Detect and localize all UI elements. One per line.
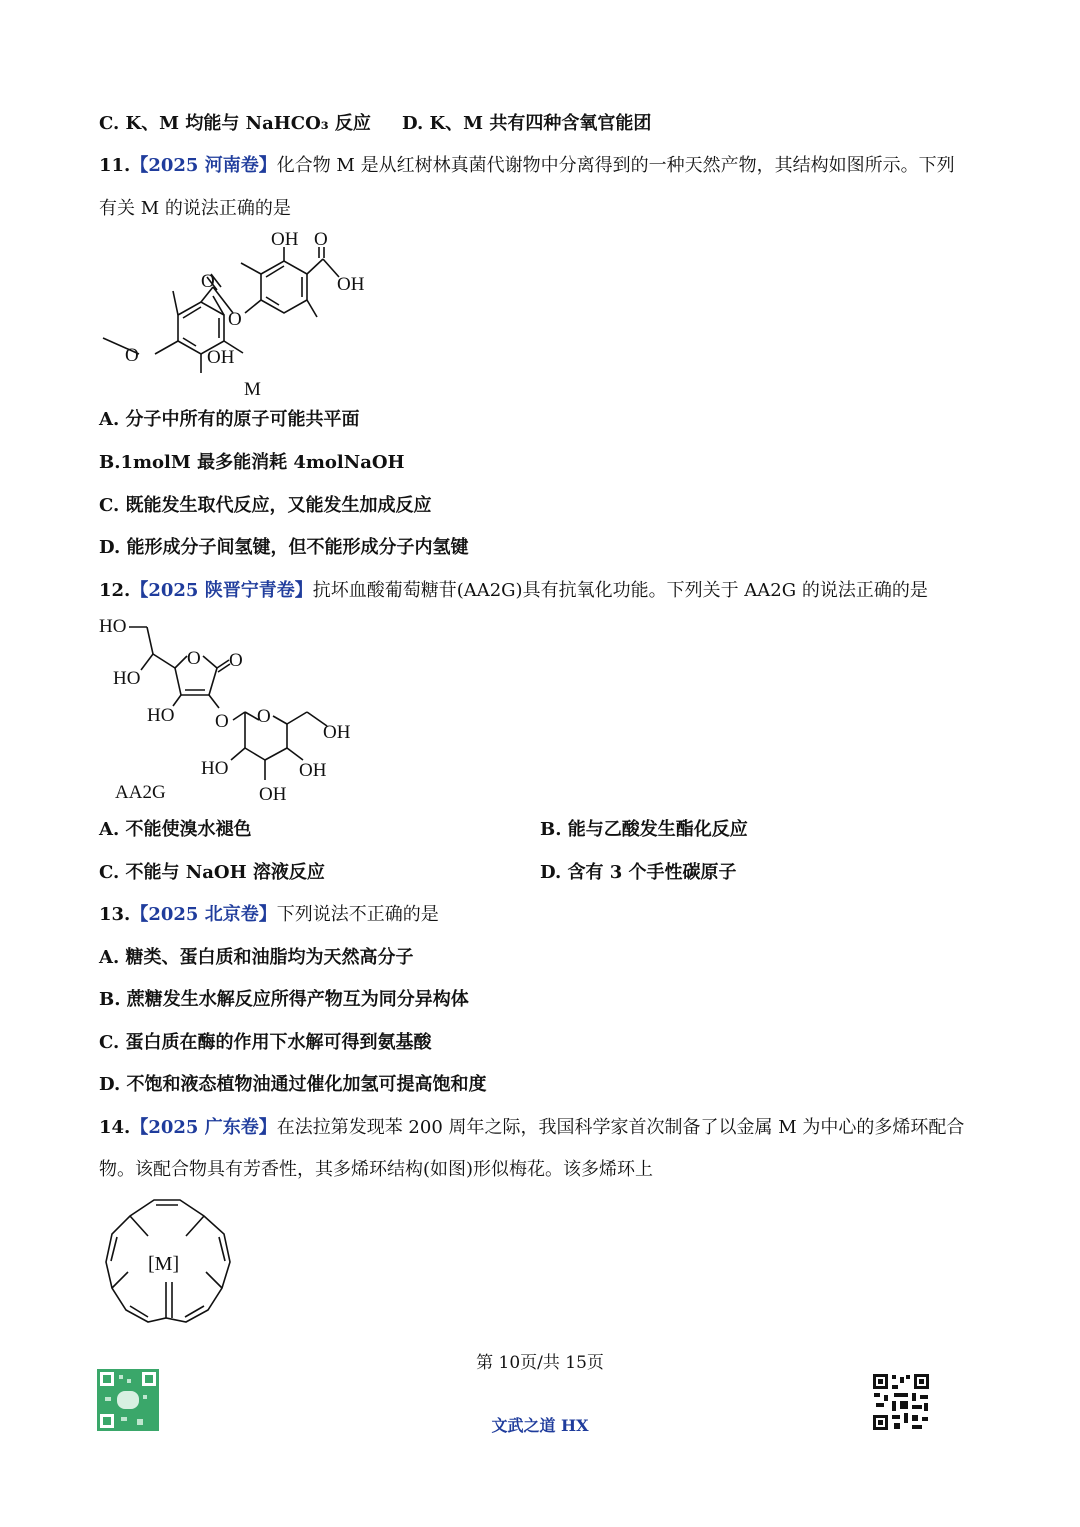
brand-name: 文武之道 HX <box>491 1416 589 1435</box>
q12-stem <box>99 579 928 603</box>
prev-option-c: C. K、M 均能与 NaHCO₃ 反应 <box>99 113 371 134</box>
q11-o-ester-carbonyl: O <box>201 271 215 292</box>
prev-option-d: D. K、M 共有四种含氧官能团 <box>402 113 652 134</box>
q12-ho-top: HO <box>99 616 127 637</box>
q11-oh-acid: OH <box>337 274 365 295</box>
page-number: 第 10页/共 15页 <box>476 1353 604 1373</box>
q11-right-ring <box>261 261 307 313</box>
qr-code-left-icon <box>97 1369 159 1431</box>
q14-number: 14. <box>99 1117 131 1138</box>
q11-number: 11. <box>99 155 131 176</box>
qr-code-right-icon <box>872 1373 930 1431</box>
q12-number: 12. <box>99 580 131 601</box>
q11-stem-line1 <box>99 154 955 178</box>
q11-o-methoxy: O <box>125 345 139 366</box>
q14-center-metal: [M] <box>148 1253 180 1275</box>
q12-option-d: D. 含有 3 个手性碳原子 <box>540 862 737 883</box>
q11-oh-left: OH <box>207 347 235 368</box>
q11-o-ester-link: O <box>228 309 242 330</box>
q12-o-pyranose: O <box>257 706 271 727</box>
q13-stem-text: 下列说法不正确的是 <box>276 904 439 925</box>
q11-structure-m <box>95 225 395 400</box>
q11-option-a: A. 分子中所有的原子可能共平面 <box>99 409 360 430</box>
q12-ho-left: HO <box>201 758 229 779</box>
q11-stem-text: 化合物 M 是从红树林真菌代谢物中分离得到的一种天然产物，其结构如图所示。下列 <box>276 155 955 176</box>
q14-polyene-structure <box>98 1192 238 1332</box>
q14-source: 【2025 广东卷】 <box>130 1117 277 1138</box>
q12-option-a: A. 不能使溴水褪色 <box>99 819 252 840</box>
q12-ho-enol: HO <box>147 705 175 726</box>
q12-option-c: C. 不能与 NaOH 溶液反应 <box>99 862 325 883</box>
q13-source: 【2025 北京卷】 <box>130 904 277 925</box>
q11-option-c: C. 既能发生取代反应，又能发生加成反应 <box>99 495 432 516</box>
q13-stem <box>99 903 439 927</box>
q11-stem-line2: 有关 M 的说法正确的是 <box>99 198 291 219</box>
q13-number: 13. <box>99 904 131 925</box>
q12-o-link: O <box>215 711 229 732</box>
q11-structure-label: M <box>244 379 261 400</box>
q11-option-b: B.1molM 最多能消耗 4molNaOH <box>99 452 405 473</box>
q13-option-b: B. 蔗糖发生水解反应所得产物互为同分异构体 <box>99 989 469 1010</box>
q12-o-carbonyl: O <box>229 650 243 671</box>
q14-stem-text: 在法拉第发现苯 200 周年之际，我国科学家首次制备了以金属 M 为中心的多烯环配合 <box>276 1117 965 1138</box>
q12-oh-bottom: OH <box>259 784 287 805</box>
q11-source: 【2025 河南卷】 <box>130 155 277 176</box>
q12-structure-label: AA2G <box>115 782 166 803</box>
q12-option-b: B. 能与乙酸发生酯化反应 <box>540 819 748 840</box>
q12-o-ring: O <box>187 648 201 669</box>
q11-o-carbonyl: O <box>314 229 328 250</box>
q13-option-d: D. 不饱和液态植物油通过催化加氢可提高饱和度 <box>99 1074 487 1095</box>
q14-stem-line1 <box>99 1116 964 1140</box>
q11-option-d: D. 能形成分子间氢键，但不能形成分子内氢键 <box>99 537 469 558</box>
q12-ho-mid: HO <box>113 668 141 689</box>
q11-oh-top: OH <box>271 229 299 250</box>
q14-stem-line2: 物。该配合物具有芳香性，其多烯环结构(如图)形似梅花。该多烯环上 <box>99 1159 654 1180</box>
q13-option-c: C. 蛋白质在酶的作用下水解可得到氨基酸 <box>99 1032 432 1053</box>
q12-structure-aa2g <box>95 610 375 810</box>
q12-stem-text: 抗坏血酸葡萄糖苷(AA2G)具有抗氧化功能。下列关于 AA2G 的说法正确的是 <box>312 580 928 601</box>
q12-source: 【2025 陕晋宁青卷】 <box>130 580 313 601</box>
q12-oh-right: OH <box>299 760 327 781</box>
q13-option-a: A. 糖类、蛋白质和油脂均为天然高分子 <box>99 947 414 968</box>
q12-oh-ch2: OH <box>323 722 351 743</box>
